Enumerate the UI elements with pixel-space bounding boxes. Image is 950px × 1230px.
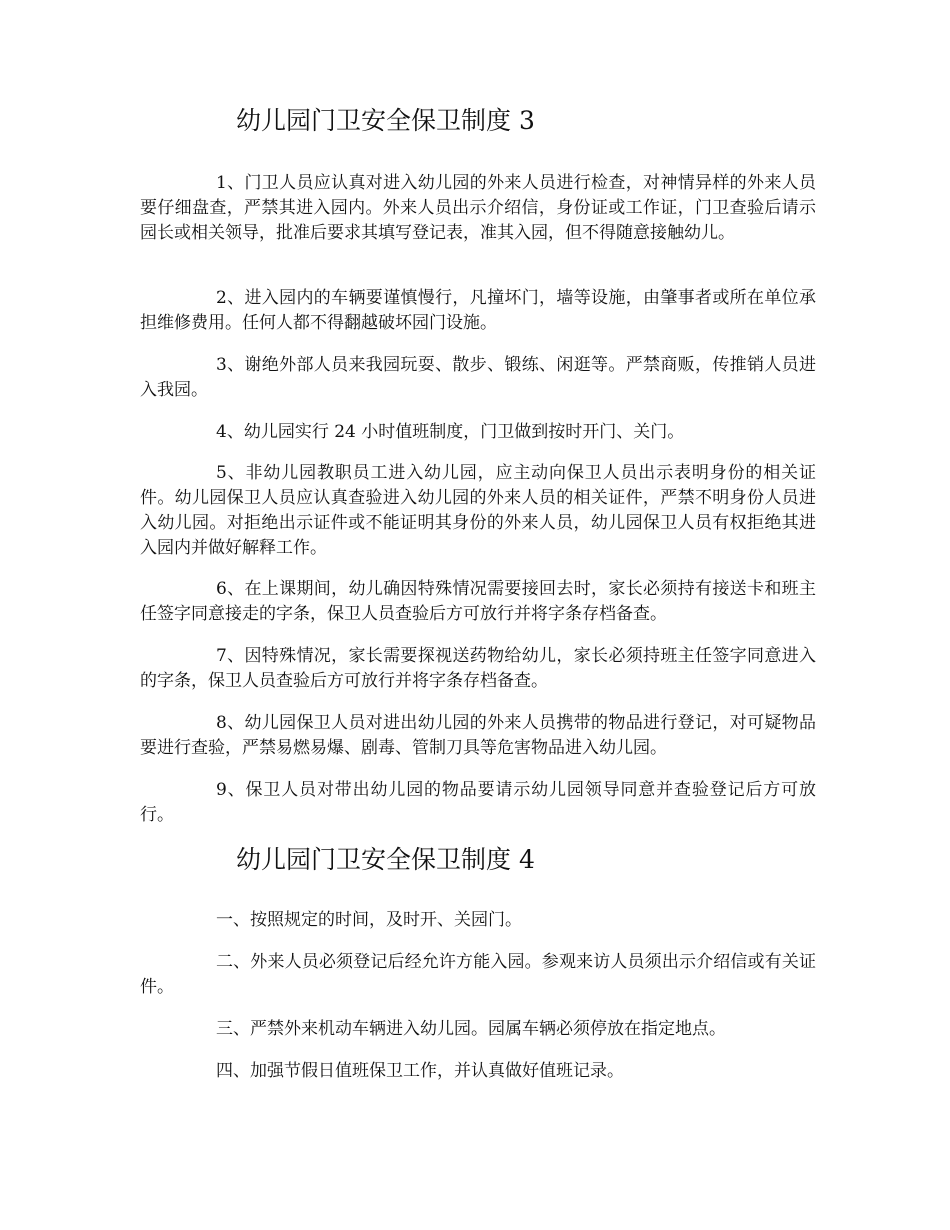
section-title: 幼儿园门卫安全保卫制度 3 bbox=[236, 106, 535, 135]
paragraph: 5、非幼儿园教职员工进入幼儿园，应主动向保卫人员出示表明身份的相关证件。幼儿园保卫人员应认真查验进入幼儿园的外来人员的相关证件，严禁不明身份人员进入幼儿园。对拒绝出示证件或不能证明其身份的外来人员，幼儿园保卫人员有权拒绝其进入园内并做好解释工作。 bbox=[140, 463, 816, 558]
paragraph: 2、进入园内的车辆要谨慎慢行，凡撞坏门，墙等设施，由肇事者或所在单位承担维修费用。任何人都不得翻越破坏园门设施。 bbox=[140, 288, 816, 333]
paragraph: 7、因特殊情况，家长需要探视送药物给幼儿，家长必须持班主任签字同意进入的字条，保卫人员查验后方可放行并将字条存档备查。 bbox=[140, 646, 816, 691]
paragraph: 8、幼儿园保卫人员对进出幼儿园的外来人员携带的物品进行登记，对可疑物品要进行查验，严禁易燃易爆、剧毒、管制刀具等危害物品进入幼儿园。 bbox=[140, 713, 816, 758]
paragraph: 三、严禁外来机动车辆进入幼儿园。园属车辆必须停放在指定地点。 bbox=[216, 1019, 726, 1039]
paragraph: 3、谢绝外部人员来我园玩耍、散步、锻练、闲逛等。严禁商贩，传推销人员进入我园。 bbox=[140, 355, 816, 400]
paragraph: 二、外来人员必须登记后经允许方能入园。参观来访人员须出示介绍信或有关证件。 bbox=[140, 952, 816, 997]
paragraph: 四、加强节假日值班保卫工作，并认真做好值班记录。 bbox=[216, 1061, 624, 1081]
paragraph: 一、按照规定的时间，及时开、关园门。 bbox=[216, 910, 522, 930]
paragraph: 4、幼儿园实行 24 小时值班制度，门卫做到按时开门、关门。 bbox=[216, 422, 685, 442]
paragraph: 6、在上课期间，幼儿确因特殊情况需要接回去时，家长必须持有接送卡和班主任签字同意接走的字条，保卫人员查验后方可放行并将字条存档备查。 bbox=[140, 579, 816, 624]
paragraph: 1、门卫人员应认真对进入幼儿园的外来人员进行检查，对神情异样的外来人员要仔细盘查，严禁其进入园内。外来人员出示介绍信，身份证或工作证，门卫查验后请示园长或相关领导，批准后要求其填写登记表，准其入园，但不得随意接触幼儿。 bbox=[140, 173, 816, 243]
paragraph: 9、保卫人员对带出幼儿园的物品要请示幼儿园领导同意并查验登记后方可放行。 bbox=[140, 780, 816, 825]
section-title: 幼儿园门卫安全保卫制度 4 bbox=[236, 845, 535, 874]
